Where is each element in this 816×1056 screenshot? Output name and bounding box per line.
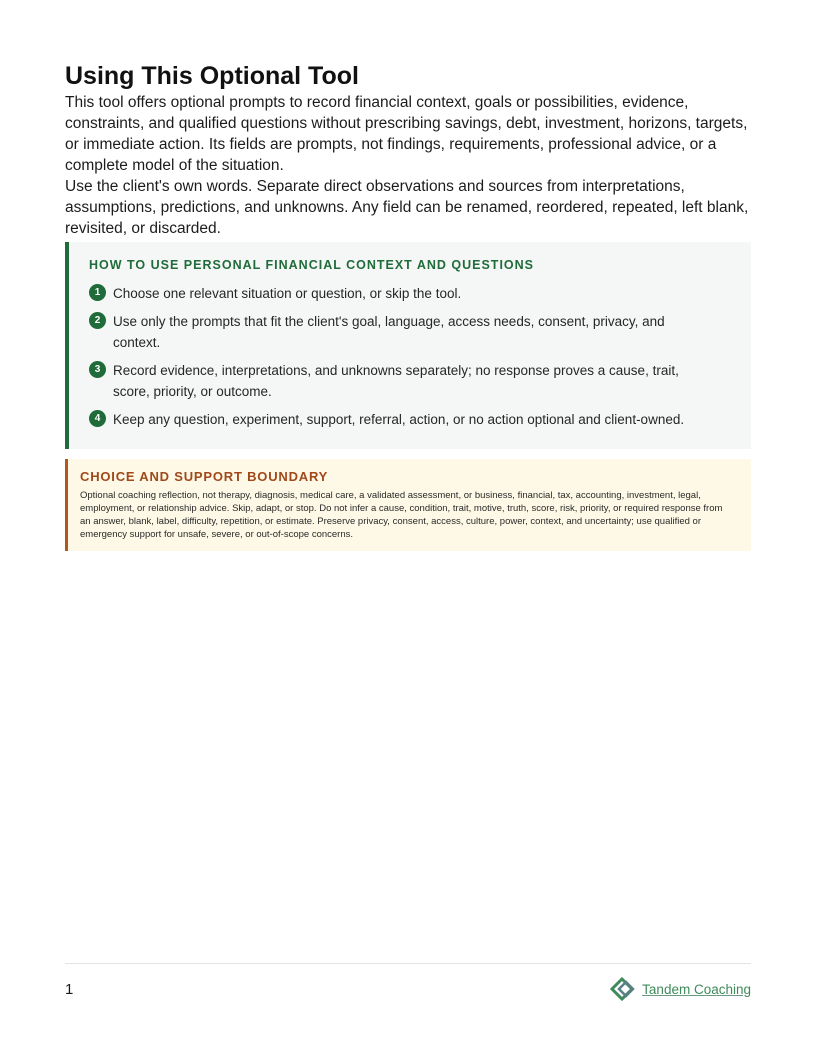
intro-section	[65, 92, 751, 239]
brand-lockup	[610, 977, 751, 1001]
step-item	[89, 283, 727, 304]
step-text: Record evidence, interpretations, and unknowns separately; no response proves a cause, trait, score, priority, or outcome.	[113, 363, 679, 399]
step-item	[89, 311, 727, 353]
step-number-badge: 3	[89, 361, 106, 378]
boundary-text: Optional coaching reflection, not therapy, diagnosis, medical care, a validated assessment, or business, financial, tax, accounting, investment, legal, employment, or relationship advice. Skip, adapt, or stop. Do not infer a cause, condition, trait, motive, truth, score, risk, priority, or required response from an answer, blank, label, difficulty, repetition, or estimate. Preserve privacy, consent, access, culture, power, context, and uncertainty; use qualified or emergency support for unsafe, severe, or out-of-scope concerns.	[80, 490, 723, 540]
intro-paragraph: Use the client's own words. Separate direct observations and sources from interpretations, assumptions, predictions, and unknowns. Any field can be renamed, reordered, repeated, left blank, revisited, or discarded.	[65, 178, 749, 237]
step-item	[89, 409, 727, 430]
boundary-panel	[65, 459, 751, 551]
step-number-badge: 1	[89, 284, 106, 301]
intro-paragraph: This tool offers optional prompts to record financial context, goals or possibilities, evidence, constraints, and qualified questions without prescribing savings, debt, investment, horizons, targets, or immediate action. Its fields are prompts, not findings, requirements, professional advice, or a complete model of the situation.	[65, 94, 748, 174]
brand-name: Tandem Coaching	[642, 981, 751, 997]
step-number-badge: 2	[89, 312, 106, 329]
step-text: Choose one relevant situation or question, or skip the tool.	[113, 286, 462, 301]
footer-divider	[65, 963, 751, 964]
how-to-title: HOW TO USE PERSONAL FINANCIAL CONTEXT AND QUESTIONS	[89, 258, 535, 272]
page-content	[65, 60, 751, 551]
step-text: Use only the prompts that fit the client's goal, language, access needs, consent, privacy, and context.	[113, 314, 665, 350]
step-item	[89, 360, 727, 402]
how-to-steps	[89, 283, 727, 430]
tandem-diamond-logo-icon	[610, 977, 638, 1001]
how-to-panel	[65, 242, 751, 449]
page-title: Using This Optional Tool	[65, 62, 359, 90]
page-number: 1	[65, 981, 74, 998]
boundary-title: CHOICE AND SUPPORT BOUNDARY	[80, 469, 329, 484]
step-number-badge: 4	[89, 410, 106, 427]
step-text: Keep any question, experiment, support, referral, action, or no action optional and client-owned.	[113, 412, 685, 427]
